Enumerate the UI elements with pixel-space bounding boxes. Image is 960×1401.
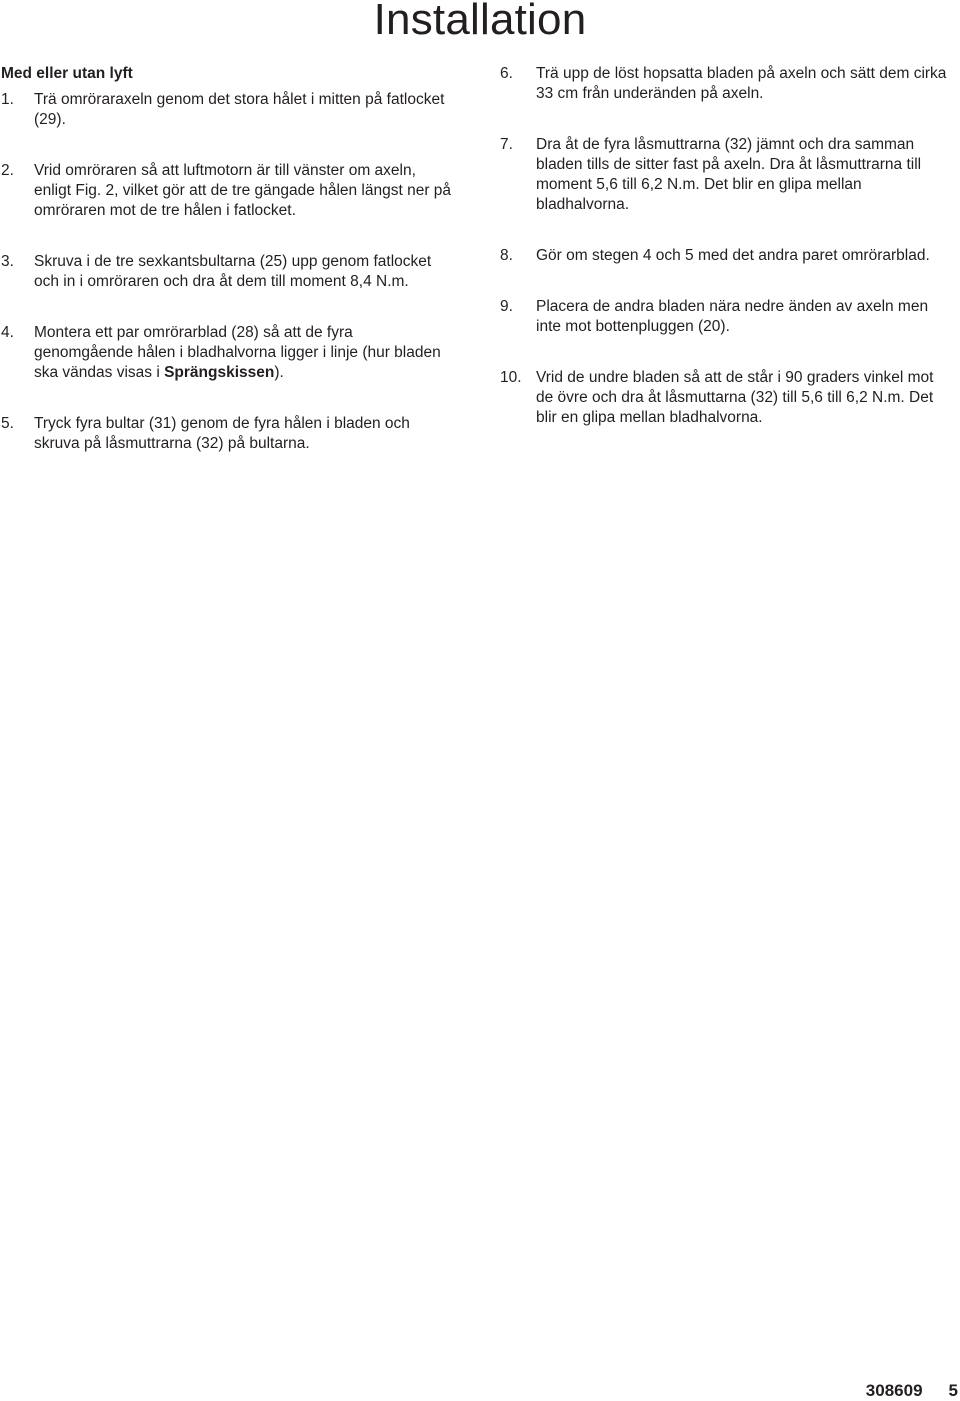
step-6 xyxy=(500,64,950,104)
step-number: 10. xyxy=(500,369,522,386)
step-text xyxy=(34,323,453,383)
step-number: 3. xyxy=(1,253,14,270)
step-text: Tryck fyra bultar (31) genom de fyra hålen i bladen och skruva på låsmuttrarna (32) på bultarna. xyxy=(34,415,410,452)
step-text-part: Montera ett par omrörarblad (28) så att de fyra genomgående hålen i bladhalvorna ligger i linje (hur bladen ska vändas visas i xyxy=(34,324,441,381)
step-7 xyxy=(500,135,950,215)
step-10 xyxy=(500,368,950,428)
step-8 xyxy=(500,246,950,266)
step-number: 8. xyxy=(500,247,513,264)
step-1 xyxy=(1,90,453,130)
step-number: 4. xyxy=(1,324,14,341)
step-text: Vrid omröraren så att luftmotorn är till vänster om axeln, enligt Fig. 2, vilket gör att de tre gängade hålen längst ner på omröraren mot de tre hålen i fatlocket. xyxy=(34,162,452,219)
step-number: 5. xyxy=(1,415,14,432)
left-column xyxy=(1,64,453,485)
step-text: Dra åt de fyra låsmuttrarna (32) jämnt och dra samman bladen tills de sitter fast på axeln. Dra åt låsmuttrarna till moment 5,6 till 6,2 N.m. Det blir en glipa mellan bladhalvorna. xyxy=(536,136,922,213)
page-footer xyxy=(866,1381,958,1401)
step-number: 9. xyxy=(500,298,513,315)
step-text: Vrid de undre bladen så att de står i 90 graders vinkel mot de övre och dra åt låsmuttarna (32) till 5,6 till 6,2 N.m. Det blir en glipa mellan bladhalvorna. xyxy=(536,369,934,426)
exploded-view-reference: Sprängskissen xyxy=(164,364,275,381)
step-text: Gör om stegen 4 och 5 med det andra paret omrörarblad. xyxy=(536,247,930,264)
step-2 xyxy=(1,161,453,221)
document-number: 308609 xyxy=(865,1381,923,1400)
step-9 xyxy=(500,297,950,337)
step-number: 6. xyxy=(500,65,513,82)
step-number: 2. xyxy=(1,162,14,179)
right-column xyxy=(500,64,950,459)
page-title: Installation xyxy=(373,0,587,44)
step-4 xyxy=(1,323,453,383)
step-3 xyxy=(1,252,453,292)
step-number: 7. xyxy=(500,136,513,153)
step-text: Skruva i de tre sexkantsbultarna (25) upp genom fatlocket och in i omröraren och dra åt dem till moment 8,4 N.m. xyxy=(34,253,432,290)
step-5 xyxy=(1,414,453,454)
step-number: 1. xyxy=(1,91,14,108)
page-number: 5 xyxy=(948,1381,958,1400)
step-text: Placera de andra bladen nära nedre änden av axeln men inte mot bottenpluggen (20). xyxy=(536,298,929,335)
step-text: Trä omröraraxeln genom det stora hålet i mitten på fatlocket (29). xyxy=(34,91,445,128)
step-text: Trä upp de löst hopsatta bladen på axeln och sätt dem cirka 33 cm från underänden på axeln. xyxy=(536,65,947,102)
section-heading: Med eller utan lyft xyxy=(1,65,133,82)
step-text-part: ). xyxy=(274,364,284,381)
